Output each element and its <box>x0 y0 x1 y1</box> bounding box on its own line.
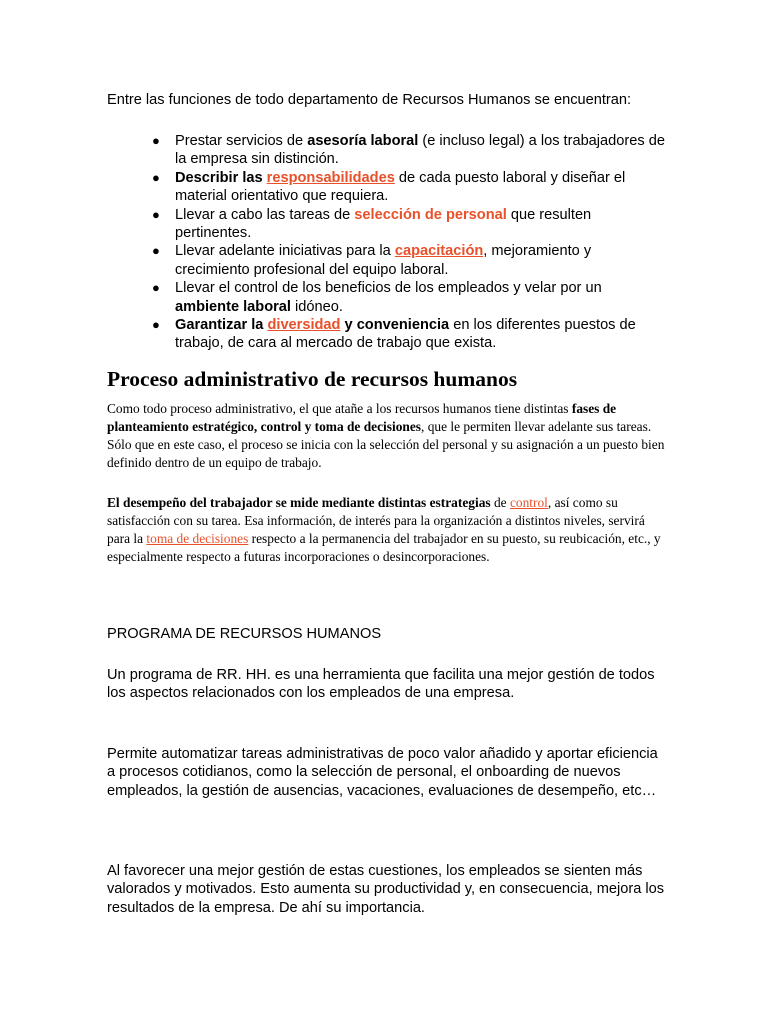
program-title: PROGRAMA DE RECURSOS HUMANOS <box>107 626 382 642</box>
section-heading: Proceso administrativo de recursos humanos <box>107 367 518 391</box>
bullet-icon: ● <box>152 317 160 333</box>
program-paragraph-2: Permite automatizar tareas administrativas de poco valor añadido y aportar eficiencia a procesos cotidianos, como la selección de personal, el onboarding de nuevos empleados, la gestión de ausencias, vacaciones, evaluaciones de desempeño, etc… <box>107 746 658 799</box>
bullet-icon: ● <box>152 243 160 259</box>
list-item: ● Llevar el control de los beneficios de los empleados y velar por un ambiente laboral idóneo. <box>152 280 602 315</box>
functions-list <box>107 132 667 353</box>
intro-paragraph: Entre las funciones de todo departamento de Recursos Humanos se encuentran: <box>107 92 632 108</box>
list-item: ● Garantizar la diversidad y conveniencia en los diferentes puestos de trabajo, de cara al mercado de trabajo que exista. <box>152 317 636 352</box>
toma-de-decisiones-link[interactable]: toma de decisiones <box>146 531 249 546</box>
capacitacion-link[interactable]: capacitación <box>394 243 484 260</box>
bullet-icon: ● <box>152 206 160 222</box>
program-paragraph-3: Al favorecer una mejor gestión de estas cuestiones, los empleados se sienten más valorados y motivados. Esto aumenta su productividad y, en consecuencia, mejora los resultados de la empresa. De ahí su importancia. <box>107 863 665 916</box>
bullet-icon: ● <box>152 280 160 296</box>
bullet-icon: ● <box>152 133 160 148</box>
process-paragraph: Como todo proceso administrativo, el que atañe a los recursos humanos tiene distintas fases de planteamiento estratégico, control y toma de decisiones, que le permiten llevar adelante sus tareas. Sólo que en este caso, el proceso se inicia con la selección del personal y su asignación a un puesto bien definido dentro de un equipo de trabajo. <box>107 401 665 470</box>
list-item: ● Llevar a cabo las tareas de selección de personal que resulten pertinentes. <box>152 206 592 242</box>
list-item: ● Llevar adelante iniciativas para la capacitación, mejoramiento y crecimiento profesional del equipo laboral. <box>152 243 592 278</box>
list-item: ● Describir las responsabilidades de cada puesto laboral y diseñar el material orientativo que requiera. <box>152 169 626 205</box>
list-item: ● Prestar servicios de asesoría laboral (e incluso legal) a los trabajadores de la empresa sin distinción. <box>152 133 665 168</box>
control-link[interactable]: control <box>509 495 548 510</box>
seleccion-personal-highlight: selección de personal <box>354 206 507 223</box>
performance-paragraph: El desempeño del trabajador se mide mediante distintas estrategias de control, así como su satisfacción con su tarea. Esa información, de interés para la organización a distintos niveles, servirá para la toma de decisiones respecto a la permanencia del trabajador en su puesto, su reubicación, etc., y especialmente respecto a futuras incorporaciones o desincorporaciones. <box>107 495 661 564</box>
bullet-icon: ● <box>152 169 160 185</box>
diversidad-link[interactable]: diversidad <box>267 317 341 334</box>
program-paragraph-1: Un programa de RR. HH. es una herramienta que facilita una mejor gestión de todos los aspectos relacionados con los empleados de una empresa. <box>107 667 655 702</box>
responsabilidades-link[interactable]: responsabilidades <box>266 169 395 186</box>
